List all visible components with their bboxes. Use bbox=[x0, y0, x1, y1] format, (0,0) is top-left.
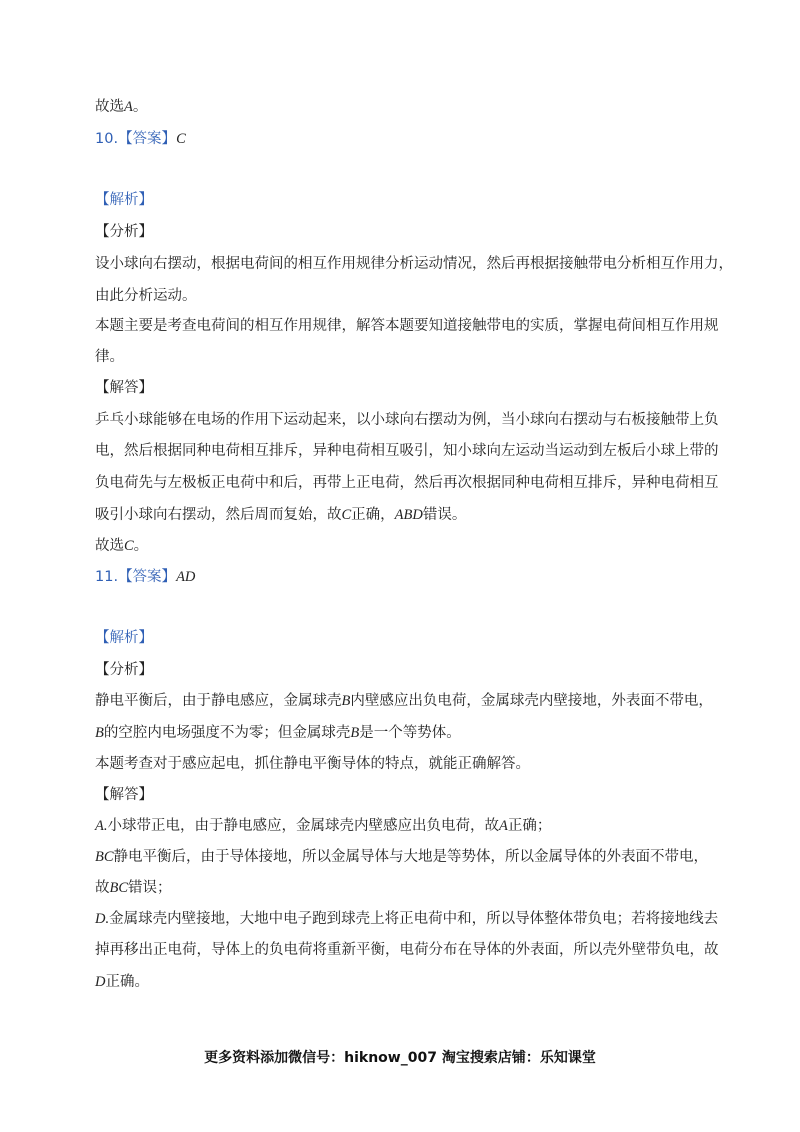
q10-fenxi-line-4: 律。 bbox=[95, 349, 124, 365]
q11-option-a: A.小球带正电，由于静电感应，金属球壳内壁感应出负电荷，故A正确； bbox=[95, 818, 552, 834]
q10-fenxi-line-2: 由此分析运动。 bbox=[95, 288, 197, 304]
q11-option-d-line-3: D正确。 bbox=[95, 974, 149, 990]
q10-fenxi-line-3: 本题主要是考查电荷间的相互作用规律，解答本题要知道接触带电的实质，掌握电荷间相互作用规 bbox=[95, 318, 719, 334]
q10-conclusion: 故选C。 bbox=[95, 538, 149, 554]
q11-option-d-line-2: 掉再移出正电荷，导体上的负电荷将重新平衡，电荷分布在导体的外表面，所以壳外壁带负电，故 bbox=[95, 942, 719, 958]
q11-fenxi-label: 【分析】 bbox=[95, 662, 153, 678]
q10-analysis-label: 【解析】 bbox=[95, 192, 153, 208]
q11-fenxi-line-3: 本题考查对于感应起电，抓住静电平衡导体的特点，就能正确解答。 bbox=[95, 756, 530, 772]
q10-jieda-line-2: 电，然后根据同种电荷相互排斥，异种电荷相互吸引，知小球向左运动当运动到左板后小球上带的 bbox=[95, 443, 719, 459]
q10-jieda-label: 【解答】 bbox=[95, 380, 153, 396]
q11-answer-header: 11.【答案】AD bbox=[95, 569, 196, 585]
q11-option-bc-line-2: 故BC错误； bbox=[95, 880, 172, 896]
q10-jieda-line-1: 乒乓小球能够在电场的作用下运动起来，以小球向右摆动为例，当小球向右摆动与右板接触带上负 bbox=[95, 412, 719, 428]
q11-fenxi-line-1: 静电平衡后，由于静电感应，金属球壳B内壁感应出负电荷，金属球壳内壁接地，外表面不带电， bbox=[95, 693, 713, 709]
q10-answer-header: 10.【答案】C bbox=[95, 131, 186, 147]
q11-option-d-line-1: D.金属球壳内壁接地，大地中电子跑到球壳上将正电荷中和，所以导体整体带负电；若将接地线去 bbox=[95, 911, 719, 927]
q11-jieda-label: 【解答】 bbox=[95, 787, 153, 803]
q9-conclusion: 故选A。 bbox=[95, 99, 148, 115]
q10-jieda-line-3: 负电荷先与左极板正电荷中和后，再带上正电荷，然后再次根据同种电荷相互排斥，异种电荷相互 bbox=[95, 475, 719, 491]
q10-fenxi-label: 【分析】 bbox=[95, 224, 153, 240]
page-footer: 更多资料添加微信号：hiknow_007 淘宝搜索店铺：乐知课堂 bbox=[204, 1050, 596, 1066]
q10-fenxi-line-1: 设小球向右摆动，根据电荷间的相互作用规律分析运动情况，然后再根据接触带电分析相互作用力， bbox=[95, 256, 733, 272]
q11-fenxi-line-2: B的空腔内电场强度不为零；但金属球壳B是一个等势体。 bbox=[95, 725, 461, 741]
q11-analysis-label: 【解析】 bbox=[95, 630, 153, 646]
q11-option-bc-line-1: BC静电平衡后，由于导体接地，所以金属导体与大地是等势体，所以金属导体的外表面不带电， bbox=[95, 849, 709, 865]
q10-jieda-line-4: 吸引小球向右摆动，然后周而复始，故C正确，ABD错误。 bbox=[95, 507, 467, 523]
